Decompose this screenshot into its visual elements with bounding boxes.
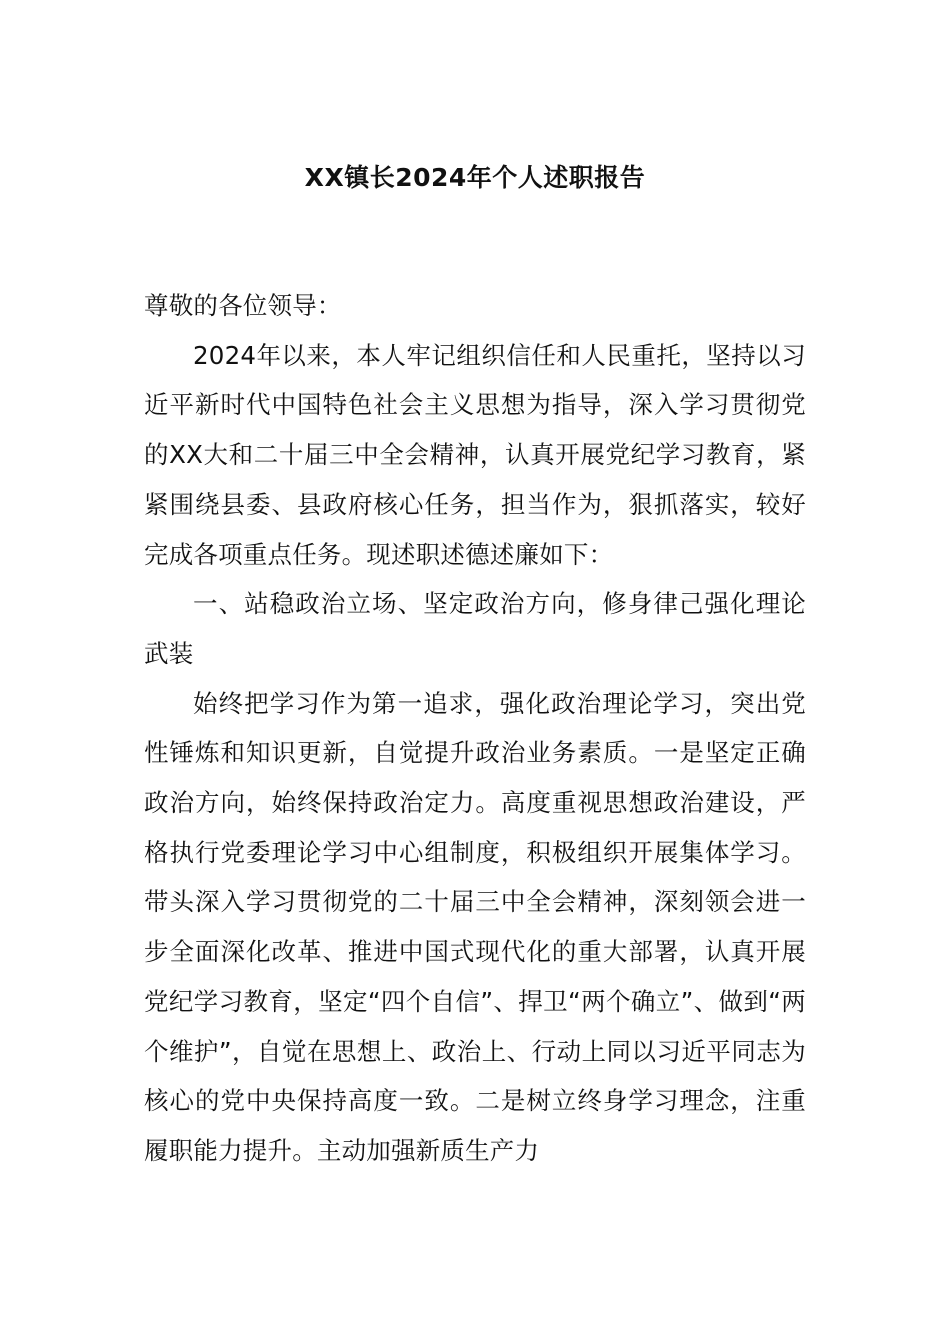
- paragraph-intro: 2024年以来，本人牢记组织信任和人民重托，坚持以习近平新时代中国特色社会主义思想为指导，深入学习贯彻党的XX大和二十届三中全会精神，认真开展党纪学习教育，紧紧围绕县委、县政府核心任务，担当作为，狠抓落实，较好完成各项重点任务。现述职述德述廉如下：: [144, 340, 806, 569]
- section-heading: 一、站稳政治立场、坚定政治方向，修身律己强化理论武装: [144, 589, 806, 668]
- document-body: [144, 281, 806, 1176]
- salutation: 尊敬的各位领导：: [144, 291, 342, 320]
- paragraph-section-one: 始终把学习作为第一追求，强化政治理论学习，突出党性锤炼和知识更新，自觉提升政治业务素质。一是坚定正确政治方向，始终保持政治定力。高度重视思想政治建设，严格执行党委理论学习中心组制度，积极组织开展集体学习。带头深入学习贯彻党的二十届三中全会精神，深刻领会进一步全面深化改革、推进中国式现代化的重大部署，认真开展党纪学习教育，坚定“四个自信”、捍卫“两个确立”、做到“两个维护”，自觉在思想上、政治上、行动上同以习近平同志为核心的党中央保持高度一致。二是树立终身学习理念，注重履职能力提升。主动加强新质生产力: [144, 688, 806, 1165]
- document-title: XX镇长2024年个人述职报告: [304, 163, 646, 192]
